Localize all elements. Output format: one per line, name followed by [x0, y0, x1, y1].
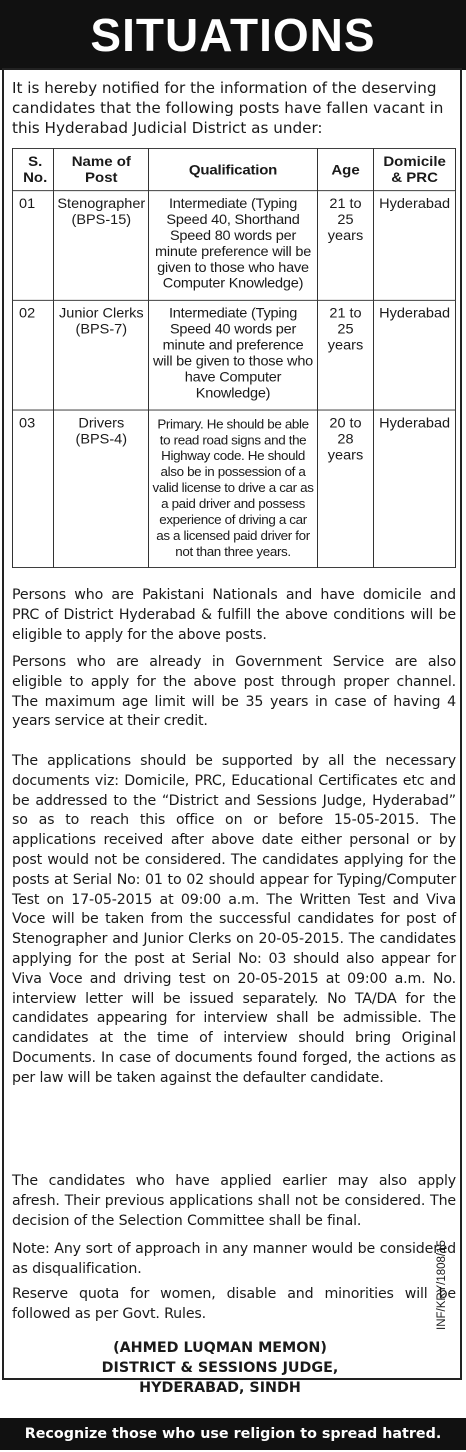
- footer-text: Recognize those who use religion to spread hatred.: [24, 1426, 442, 1442]
- row-post: [54, 191, 149, 301]
- row-domicile: Hyderabad: [374, 410, 456, 568]
- row-qualification: Intermediate (Typing Speed 40 words per minute and preference will be given to those who have Computer Knowledge): [149, 300, 317, 410]
- row-age: 21 to 25 years: [317, 300, 373, 410]
- table-row: [13, 300, 456, 410]
- header-sno: S. No.: [13, 148, 54, 190]
- application-procedure-paragraph: The applications should be supported by all the necessary documents viz: Domicile, PRC, Educational Certificates etc and be addressed to the “District and Sessions Judge, Hyderabad” so as to reach this office on or before 15-05-2015. The applications received after above date either personal or by post would not be considered. The candidates applying for the posts at Serial No: 01 to 02 should appear for Typing/Computer Test on 17-05-2015 at 09:00 a.m. The Written Test and Viva Voce will be taken from the successful candidates for post of Stenographer and Junior Clerks on 20-05-2015. The candidates applying for the post at Serial No: 03 should also appear for Viva Voce and driving test on 20-05-2015 at 09:00 a.m. No. interview letter will be issued separately. No TA/DA for the candidates appearing for interview shall be admissible. The candidates at the time of interview should bring Original Documents. In case of documents found forged, the actions as per law will be taken against the defaulter candidate.: [12, 753, 456, 1086]
- signature-block: [40, 1338, 400, 1398]
- row-domicile: Hyderabad: [374, 300, 456, 410]
- row-post: [54, 300, 149, 410]
- post-name: Stenographer: [57, 196, 146, 212]
- signatory-title: DISTRICT & SESSIONS JUDGE,: [101, 1360, 339, 1376]
- header-domicile: Domicile & PRC: [374, 148, 456, 190]
- header-post: Name of Post: [54, 148, 149, 190]
- page-heading-banner: [0, 0, 466, 70]
- row-post: [54, 410, 149, 568]
- vacancy-table: [12, 148, 456, 568]
- table-header-row: [13, 148, 456, 190]
- row-age: 20 to 28 years: [317, 410, 373, 568]
- row-qualification: Primary. He should be able to read road signs and the Highway code. He should also be in possession of a valid license to drive a car as a paid driver and possess experience of driving a car as a licensed paid driver for not than three years.: [149, 410, 317, 568]
- post-bps: (BPS-15): [71, 212, 132, 228]
- reserve-quota-paragraph: Reserve quota for women, disable and minorities will be followed as per Govt. Rules.: [12, 1286, 456, 1322]
- footer-banner: [0, 1418, 466, 1450]
- table-row: [13, 410, 456, 568]
- eligibility-paragraph: Persons who are Pakistani Nationals and have domicile and PRC of District Hyderabad & fulfill the above conditions will be eligible to apply for the above posts.: [12, 587, 456, 643]
- intro-paragraph: It is hereby notified for the information of the deserving candidates that the following posts have fallen vacant in this Hyderabad Judicial District as under:: [12, 79, 444, 137]
- header-qualification: Qualification: [149, 148, 317, 190]
- row-sno: 02: [13, 300, 54, 410]
- post-name: Drivers: [78, 416, 125, 432]
- reference-code: INF/KRY/1808/15: [436, 1240, 448, 1330]
- post-bps: (BPS-4): [75, 432, 128, 448]
- row-sno: 03: [13, 410, 54, 568]
- row-qualification: Intermediate (Typing Speed 40, Shorthand Speed 80 words per minute preference will be given to those who have Computer Knowledge): [149, 191, 317, 301]
- table-row: [13, 191, 456, 301]
- signatory-name: (AHMED LUQMAN MEMON): [113, 1340, 327, 1356]
- page-heading: SITUATIONS: [90, 9, 376, 61]
- post-name: Junior Clerks: [59, 306, 144, 322]
- row-sno: 01: [13, 191, 54, 301]
- note-paragraph: Note: Any sort of approach in any manner would be considered as disqualification.: [12, 1241, 456, 1277]
- post-bps: (BPS-7): [75, 322, 128, 338]
- earlier-applicants-paragraph: The candidates who have applied earlier may also apply afresh. Their previous applications shall not be considered. The decision of the Selection Committee shall be final.: [12, 1173, 456, 1229]
- header-age: Age: [317, 148, 373, 190]
- signatory-place: HYDERABAD, SINDH: [139, 1380, 301, 1396]
- row-domicile: Hyderabad: [374, 191, 456, 301]
- government-service-paragraph: Persons who are already in Government Service are also eligible to apply for the above post through proper channel. The maximum age limit will be 35 years in case of having 4 years service at their credit.: [12, 654, 456, 730]
- row-age: 21 to 25 years: [317, 191, 373, 301]
